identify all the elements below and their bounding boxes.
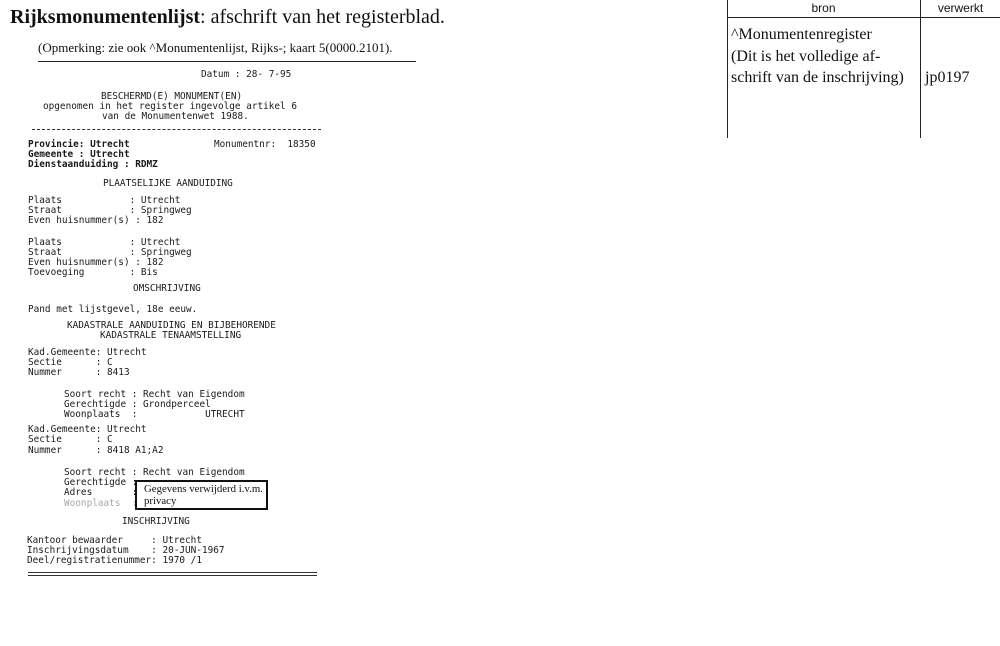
block2-line-2: Straat : Springweg bbox=[28, 247, 192, 258]
section-inschrijving: INSCHRIJVING bbox=[122, 516, 190, 527]
heading-line-2: opgenomen in het register ingevolge artikel 6 bbox=[43, 101, 297, 112]
section-plaatselijk: PLAATSELIJKE AANDUIDING bbox=[103, 178, 233, 189]
verwerkt-value: jp0197 bbox=[925, 69, 970, 86]
table-header-bron: bron bbox=[811, 1, 836, 15]
kad2-line-2: Sectie : C bbox=[28, 434, 113, 445]
block1-line-3: Even huisnummer(s) : 182 bbox=[28, 215, 164, 226]
bron-line-2: (Dit is het volledige af- bbox=[731, 48, 881, 65]
block1-line-2: Straat : Springweg bbox=[28, 205, 192, 216]
heading-line-1: BESCHERMD(E) MONUMENT(EN) bbox=[101, 91, 243, 102]
heading-line-3: van de Monumentenwet 1988. bbox=[102, 111, 249, 122]
recht2-line-3: Adres : bbox=[64, 487, 138, 498]
bron-table bbox=[727, 0, 1000, 138]
datum: Datum : 28- 7-95 bbox=[201, 69, 292, 80]
monumentnr: Monumentnr: 18350 bbox=[214, 139, 316, 150]
recht1-line-3: Woonplaats : UTRECHT bbox=[64, 409, 245, 420]
block2-line-1: Plaats : Utrecht bbox=[28, 237, 181, 248]
page-title bbox=[10, 6, 445, 29]
kad2-line-3: Nummer : 8418 A1;A2 bbox=[28, 445, 164, 456]
block2-line-3: Even huisnummer(s) : 182 bbox=[28, 257, 164, 268]
dashed-rule bbox=[32, 129, 321, 130]
section-omschrijving: OMSCHRIJVING bbox=[133, 283, 201, 294]
provincie: Provincie: Utrecht bbox=[28, 139, 130, 150]
omschrijving: Pand met lijstgevel, 18e eeuw. bbox=[28, 304, 198, 315]
recht1-line-2: Gerechtigde : Grondperceel bbox=[64, 399, 211, 410]
inschrijving-line-1: Kantoor bewaarder : Utrecht bbox=[27, 535, 202, 546]
kad1-line-1: Kad.Gemeente: Utrecht bbox=[28, 347, 147, 358]
inschrijving-line-2: Inschrijvingsdatum : 20-JUN-1967 bbox=[27, 545, 225, 556]
recht2-line-2: Gerechtigde : bbox=[64, 477, 138, 488]
section-kadastraal-1: KADASTRALE AANDUIDING EN BIJBEHORENDE bbox=[67, 320, 276, 331]
note-rule bbox=[38, 61, 416, 62]
table-border-left bbox=[727, 0, 728, 138]
bron-line-1: ^Monumentenregister bbox=[731, 26, 872, 43]
kad1-line-3: Nummer : 8413 bbox=[28, 367, 130, 378]
kad1-line-2: Sectie : C bbox=[28, 357, 113, 368]
recht2-line-1: Soort recht : Recht van Eigendom bbox=[64, 467, 245, 478]
bron-line-3: schrift van de inschrijving) bbox=[731, 69, 904, 86]
note: (Opmerking: zie ook ^Monumentenlijst, Rijks-; kaart 5(0000.2101). bbox=[38, 40, 393, 55]
block1-line-1: Plaats : Utrecht bbox=[28, 195, 181, 206]
privacy-redaction-box: Gegevens verwijderd i.v.m. privacy bbox=[135, 480, 268, 510]
dienstaanduiding: Dienstaanduiding : RDMZ bbox=[28, 159, 158, 170]
table-header-verwerkt: verwerkt bbox=[937, 1, 984, 15]
woonplaats-faint: Woonplaats : bbox=[64, 498, 138, 509]
section-kadastraal-2: KADASTRALE TENAAMSTELLING bbox=[100, 330, 242, 341]
bottom-rule-1 bbox=[28, 572, 317, 573]
block2-line-4: Toevoeging : Bis bbox=[28, 267, 158, 278]
title-rest: : afschrift van het registerblad. bbox=[200, 6, 445, 28]
table-border-mid bbox=[920, 0, 921, 138]
gemeente: Gemeente : Utrecht bbox=[28, 149, 130, 160]
kad2-line-1: Kad.Gemeente: Utrecht bbox=[28, 424, 147, 435]
recht1-line-1: Soort recht : Recht van Eigendom bbox=[64, 389, 245, 400]
bottom-rule-2 bbox=[28, 575, 317, 576]
table-header-rule bbox=[727, 17, 1000, 18]
title-bold: Rijksmonumentenlijst bbox=[10, 6, 201, 28]
inschrijving-line-3: Deel/registratienummer: 1970 /1 bbox=[27, 555, 202, 566]
